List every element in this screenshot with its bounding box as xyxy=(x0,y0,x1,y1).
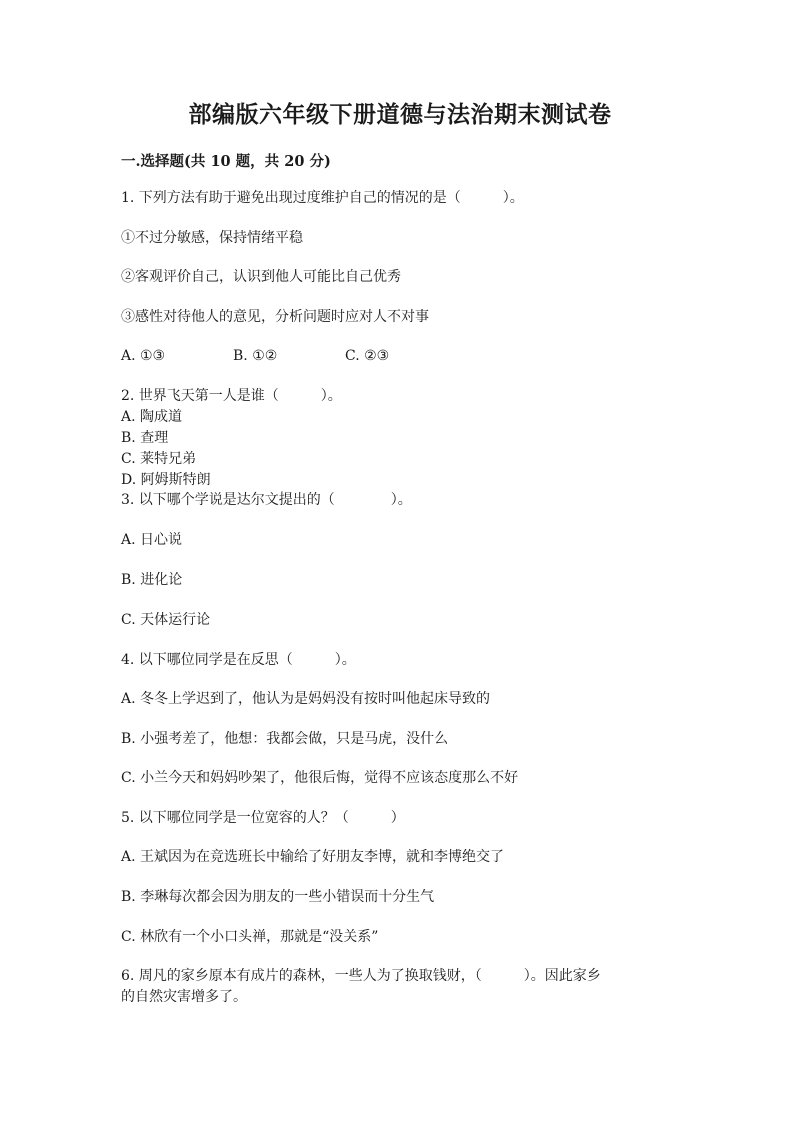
question-3-option-b: B. 进化论 xyxy=(121,572,183,588)
question-6-stem-line-2: 的自然灾害增多了。 xyxy=(121,989,247,1005)
question-1-option-a: A. ①③ xyxy=(121,348,166,364)
question-5-option-a: A. 王斌因为在竞选班长中输给了好朋友李博，就和李博绝交了 xyxy=(121,849,505,865)
question-2-option-a: A. 陶成道 xyxy=(121,409,183,425)
section-heading: 一.选择题(共 10 题，共 20 分) xyxy=(121,153,331,170)
question-2-option-c: C. 莱特兄弟 xyxy=(121,451,197,467)
question-3-option-c: C. 天体运行论 xyxy=(121,612,211,628)
question-4-option-b: B. 小强考差了，他想：我都会做，只是马虎，没什么 xyxy=(121,731,449,747)
question-6-stem-line-1: 6. 周凡的家乡原本有成片的森林，一些人为了换取钱财，（ ）。因此家乡 xyxy=(121,968,601,984)
question-4-stem: 4. 以下哪位同学是在反思（ ）。 xyxy=(121,652,356,668)
question-1-item-3: ③感性对待他人的意见，分析问题时应对人不对事 xyxy=(121,309,429,325)
question-1-item-1: ①不过分敏感，保持情绪平稳 xyxy=(121,230,303,246)
question-1-option-c: C. ②③ xyxy=(345,348,390,364)
question-5-option-b: B. 李琳每次都会因为朋友的一些小错误而十分生气 xyxy=(121,889,435,905)
question-5-stem: 5. 以下哪位同学是一位宽容的人？（ ） xyxy=(121,810,405,826)
question-1-item-2: ②客观评价自己，认识到他人可能比自己优秀 xyxy=(121,269,401,285)
question-4-option-a: A. 冬冬上学迟到了，他认为是妈妈没有按时叫他起床导致的 xyxy=(121,691,491,707)
question-3-stem: 3. 以下哪个学说是达尔文提出的（ ）。 xyxy=(121,492,412,508)
question-4-option-c: C. 小兰今天和妈妈吵架了，他很后悔，觉得不应该态度那么不好 xyxy=(121,770,519,786)
question-1-stem: 1. 下列方法有助于避免出现过度维护自己的情况的是（ ）。 xyxy=(121,190,524,206)
question-3-option-a: A. 日心说 xyxy=(121,532,183,548)
question-1-option-b: B. ①② xyxy=(233,348,278,364)
question-2-option-b: B. 查理 xyxy=(121,430,169,446)
page-title: 部编版六年级下册道德与法治期末测试卷 xyxy=(188,101,612,128)
question-2-option-d: D. 阿姆斯特朗 xyxy=(121,472,211,488)
question-2-stem: 2. 世界飞天第一人是谁（ ）。 xyxy=(121,388,342,404)
question-5-option-c: C. 林欣有一个小口头禅，那就是“没关系” xyxy=(121,929,379,945)
